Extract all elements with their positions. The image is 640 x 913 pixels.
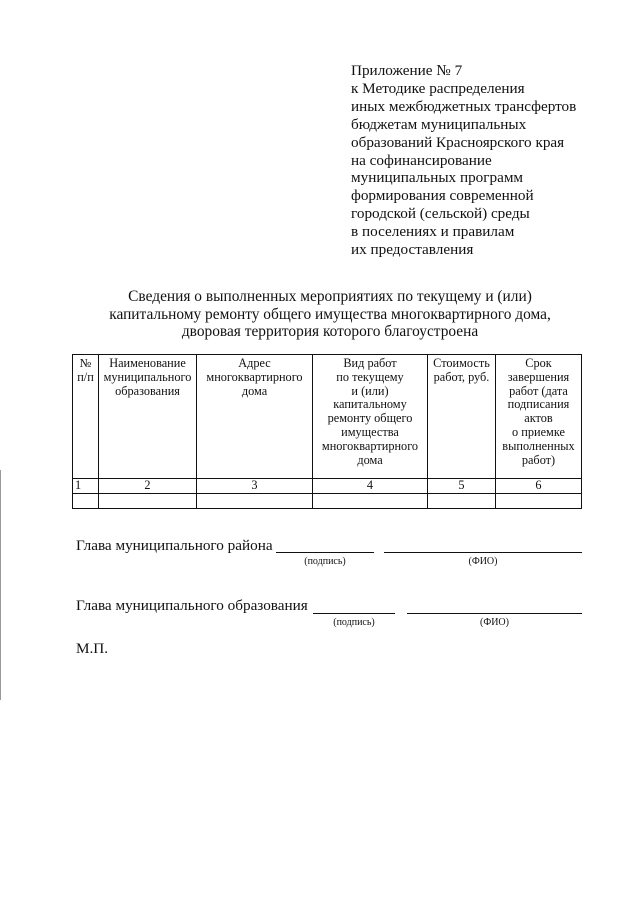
- column-number: 6: [496, 479, 582, 494]
- appendix-header: [351, 62, 621, 259]
- document-title: [60, 288, 600, 341]
- column-number: 5: [428, 479, 496, 494]
- seal-place-label: М.П.: [76, 640, 109, 657]
- appendix-line: в поселениях и правилам: [351, 223, 515, 241]
- col-header-work-type: Вид работ по текущему и (или) капитальному ремонту общего имущества многоквартирного дома: [313, 355, 428, 479]
- column-number: 2: [99, 479, 197, 494]
- appendix-line: муниципальных программ: [351, 169, 524, 187]
- appendix-line: бюджетам муниципальных: [351, 115, 527, 133]
- formation-head-name-caption: (ФИО): [479, 617, 509, 628]
- table-cell[interactable]: [73, 494, 99, 509]
- table-cell[interactable]: [428, 494, 496, 509]
- title-line: Сведения о выполненных мероприятиях по текущему и (или): [128, 288, 532, 305]
- appendix-line: на софинансирование: [351, 151, 492, 169]
- table-cell[interactable]: [197, 494, 313, 509]
- table-cell[interactable]: [313, 494, 428, 509]
- table-header-row: [73, 355, 582, 479]
- formation-head-signature-line[interactable]: [313, 613, 395, 614]
- district-head-name-caption: (ФИО): [468, 556, 498, 567]
- appendix-line: к Методике распределения: [351, 79, 525, 97]
- appendix-line: формирования современной: [351, 187, 534, 205]
- formation-head-name-line[interactable]: [407, 613, 582, 614]
- table-cell[interactable]: [496, 494, 582, 509]
- appendix-line: городской (сельской) среды: [351, 205, 530, 223]
- column-number: 3: [197, 479, 313, 494]
- district-head-label: Глава муниципального района: [76, 537, 273, 554]
- column-number: 4: [313, 479, 428, 494]
- title-line: дворовая территория которого благоустроена: [181, 323, 479, 341]
- appendix-line: иных межбюджетных трансфертов: [351, 97, 577, 115]
- formation-head-label: Глава муниципального образования: [76, 597, 308, 614]
- works-table: [72, 354, 582, 509]
- column-number: 1: [73, 479, 99, 494]
- table-cell[interactable]: [99, 494, 197, 509]
- page-edge-mark: [0, 470, 1, 700]
- appendix-line: их предоставления: [351, 241, 474, 259]
- district-head-sign-caption: (подпись): [304, 556, 346, 567]
- appendix-line: образований Красноярского края: [351, 133, 565, 151]
- col-header-number: № п/п: [73, 355, 99, 479]
- col-header-address: Адрес многоквартирного дома: [197, 355, 313, 479]
- col-header-cost: Стоимость работ, руб.: [428, 355, 496, 479]
- col-header-completion-date: Срок завершения работ (дата подписания актов о приемке выполненных работ): [496, 355, 582, 479]
- district-head-signature-line[interactable]: [276, 552, 374, 553]
- column-number-row: [73, 479, 582, 494]
- district-head-name-line[interactable]: [384, 552, 582, 553]
- appendix-line: Приложение № 7: [351, 62, 463, 79]
- title-line: капитальному ремонту общего имущества многоквартирного дома,: [109, 305, 551, 323]
- col-header-municipality: Наименование муниципального образования: [99, 355, 197, 479]
- table-row: [73, 494, 582, 509]
- formation-head-sign-caption: (подпись): [333, 617, 375, 628]
